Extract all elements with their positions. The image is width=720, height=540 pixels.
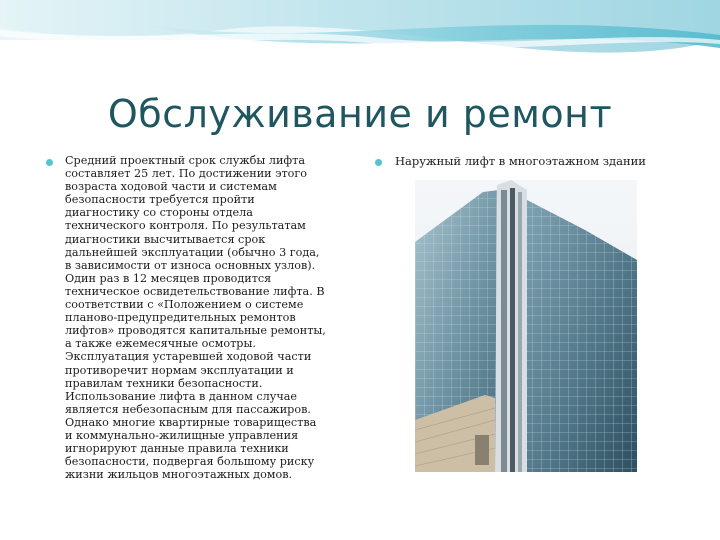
body-paragraph: Средний проектный срок службы лифта составляет 25 лет. По достижении этого возраста ходовой части и системам безопасности требуется пройти диагностику со стороны отдела технического контроля. По результатам диагностики высчитывается срок дальнейшей эксплуатации (обычно 3 года, в зависимости от износа основных узлов). Один раз в 12 месяцев проводится техническое освидетельствование лифта. В соответствии с «Положением о системе планово-предупредительных ремонтов лифтов» проводятся капитальные ремонты, а также ежемесячные осмотры. Эксплуатация устаревшей ходовой части противоречит нормам эксплуатации и правилам техники безопасности. Использование лифта в данном случае является небезопасным для пассажиров. Однако многие квартирные товарищества и коммунально-жилищные управления игнорируют данные правила техники безопасности, подвергая большому риску жизни жильцов многоэтажных домов. [65, 154, 326, 482]
skyscraper-photo [415, 180, 637, 472]
image-caption: Наружный лифт в многоэтажном здании [395, 154, 646, 168]
slide-title: Обслуживание и ремонт [107, 92, 613, 136]
bullet-icon [46, 159, 53, 166]
bullet-icon [375, 159, 382, 166]
header-wave-decoration [0, 0, 720, 75]
